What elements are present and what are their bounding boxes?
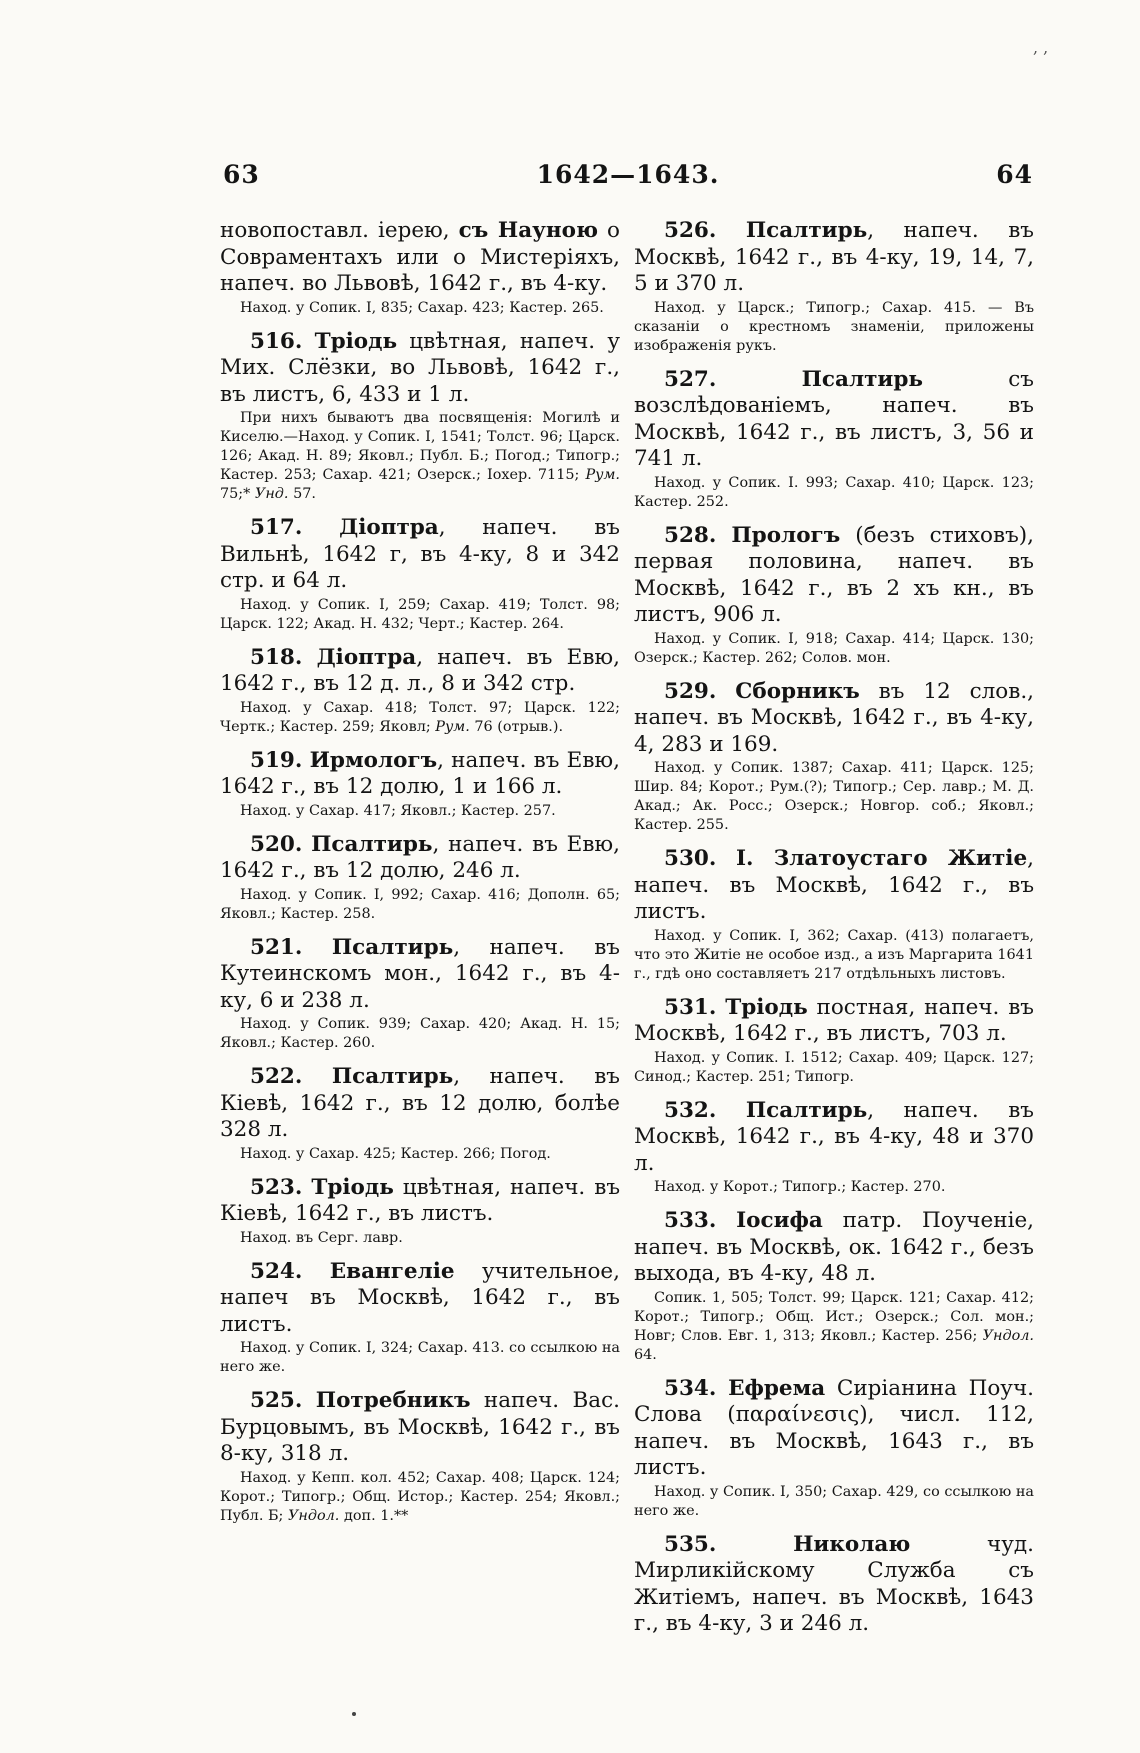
entry-description: , напеч. въ Кутеинскомъ мон., 1642 г., въ 4-ку, 6 и 238 л.	[220, 934, 620, 1013]
entry-number: 532.	[664, 1097, 717, 1123]
catalog-entry	[220, 329, 620, 505]
entry-text	[220, 832, 620, 885]
entry-text	[220, 645, 620, 698]
entry-title: Тріодь	[314, 328, 398, 354]
entry-description: съ возслѣдованіемъ, напеч. въ Москвѣ, 1642 г., въ листъ, 3, 56 и 741 л.	[634, 366, 1034, 471]
entry-text	[220, 1259, 620, 1339]
entry-description: , напеч. въ Евю, 1642 г., въ 12 долю, 246 л.	[220, 831, 620, 883]
entry-reference: Наход. у Сопик. I, 992; Сахар. 416; Дополн. 65; Яковл.; Кастер. 258.	[220, 886, 620, 922]
entry-reference: Наход. у Корот.; Типогр.; Кастер. 270.	[654, 1179, 946, 1195]
entry-text	[634, 1532, 1034, 1638]
entry-text	[220, 329, 620, 409]
entry-reference: Наход. у Сопик. I. 1512; Сахар. 409; Царск. 127; Синод.; Кастер. 251; Типогр.	[634, 1049, 1034, 1085]
entry-title: Псалтирь	[311, 831, 433, 857]
entry-title: Тріодь	[725, 994, 808, 1020]
catalog-entry	[634, 367, 1034, 512]
entry-text: новопоставл. іерею, съ Науною о Совраментахъ или о Мистеріяхъ, напеч. во Львовѣ, 1642 г., въ 4-ку.	[220, 218, 620, 296]
entry-text	[634, 1098, 1034, 1178]
entry-reference: Наход. у Сопик. I, 324; Сахар. 413. со ссылкою на него же.	[220, 1340, 620, 1375]
catalog-entry	[634, 1532, 1034, 1638]
entry-reference: Наход. у Сопик. I, 350; Сахар. 429, со ссылкою на него же.	[634, 1483, 1034, 1519]
entry-description: Сиріанина Поуч. Слова (παραίνεσις), числ. 112, напеч. въ Москвѣ, 1643 г., въ листъ.	[634, 1375, 1035, 1480]
catalog-entry	[634, 846, 1034, 984]
entry-text	[220, 1175, 620, 1228]
catalog-entry	[220, 1064, 620, 1164]
running-title: 1642—1643.	[536, 160, 720, 189]
corner-marks: , ,	[1033, 38, 1049, 57]
entry-reference: Наход. у Сопик. I, 835; Сахар. 423; Кастер. 265.	[240, 299, 604, 316]
entry-description: , напеч. въ Кіевѣ, 1642 г., въ 12 долю, болѣе 328 л.	[220, 1064, 620, 1142]
entry-text	[634, 846, 1034, 926]
entry-reference: Сопик. 1, 505; Толст. 99; Царск. 121; Сахар. 412; Корот.; Типогр.; Общ. Ист.; Озерск.; Сол. мон.; Новг; Слов. Евг. 1, 313; Яковл.; Кастер. 256; Ундол. 64.	[634, 1289, 1034, 1363]
entry-number: 529.	[664, 678, 717, 704]
catalog-entry	[634, 523, 1034, 668]
entry-number: 520.	[250, 831, 303, 857]
entry-reference: Наход. у Сопик. I, 259; Сахар. 419; Толст. 98; Царск. 122; Акад. Н. 432; Черт.; Кастер. 264.	[220, 596, 620, 632]
entry-description: цвѣтная, напеч. въ Кіевѣ, 1642 г., въ листъ.	[220, 1174, 620, 1226]
catalog-entry	[220, 1259, 620, 1378]
entry-text	[220, 1064, 620, 1144]
entry-title: Псалтирь	[331, 1064, 454, 1089]
entry-title: Тріодь	[311, 1174, 394, 1200]
entry-text	[634, 523, 1034, 629]
entry-reference: Наход. у Сахар. 418; Толст. 97; Царск. 122; Чертк.; Кастер. 259; Яковл; Рум. 76 (отрыв.).	[220, 699, 620, 735]
right-page-number: 64	[996, 160, 1033, 189]
entry-text	[634, 1376, 1034, 1482]
entry-reference: Наход. у Сопик. I, 362; Сахар. (413) полагаетъ, что это Житіе не особое изд., а изъ Маргарита 1641 г., гдѣ оно составляетъ 217 отдѣльныхъ листовъ.	[634, 927, 1034, 982]
entry-title: Діоптра	[339, 515, 439, 540]
entry-number: 522.	[250, 1064, 303, 1089]
entry-title: Потребникъ	[315, 1388, 471, 1413]
entry-reference: Наход. у Сопик. I, 918; Сахар. 414; Царск. 130; Озерск.; Кастер. 262; Солов. мон.	[634, 630, 1034, 666]
catalog-entry	[220, 832, 620, 924]
catalog-entry	[634, 1098, 1034, 1198]
left-entry-list	[220, 329, 620, 1526]
catalog-entry	[220, 1388, 620, 1526]
entry-description: , напеч. въ Москвѣ, 1642 г., въ 4-ку, 19, 14, 7, 5 и 370 л.	[634, 218, 1034, 296]
entry-text	[220, 1388, 620, 1468]
entry-title: Ирмологъ	[309, 747, 438, 773]
entry-title: Псалтирь	[745, 1097, 868, 1123]
left-column	[220, 218, 620, 1537]
entry-title: Псалтирь	[801, 366, 924, 392]
catalog-entry	[634, 1376, 1034, 1521]
catalog-entry	[220, 748, 620, 821]
entry-text	[634, 367, 1034, 473]
entry-description: , напеч. въ Москвѣ, 1642 г., въ листъ.	[634, 846, 1034, 924]
catalog-entry	[634, 218, 1034, 356]
entry-description: учительное, напеч въ Москвѣ, 1642 г., въ листъ.	[220, 1258, 620, 1337]
entry-title: Сборникъ	[735, 678, 860, 704]
entry-number: 530.	[664, 846, 717, 871]
stray-ink-mark	[352, 1712, 356, 1716]
entry-text	[220, 515, 620, 595]
entry-reference: Наход. у Сопик. 939; Сахар. 420; Акад. Н. 15; Яковл.; Кастер. 260.	[220, 1016, 620, 1051]
entry-reference: При нихъ бываютъ два посвященія: Могилѣ и Киселю.—Наход. у Сопик. I, 1541; Толст. 96; Царск. 126; Акад. Н. 89; Яковл.; Публ. Б.; Погод.; Типогр.; Кастер. 253; Сахар. 421; Озерск.; Іохер. 7115; Рум. 75;* Унд. 57.	[220, 410, 620, 502]
entry-number: 526.	[664, 218, 717, 243]
entry-text	[634, 679, 1034, 759]
entry-number: 516.	[250, 328, 303, 354]
catalog-entry	[634, 1208, 1034, 1365]
entry-title: Николаю	[793, 1531, 911, 1557]
entry-number: 519.	[250, 747, 303, 773]
entry-number: 531.	[664, 994, 717, 1020]
entry-number: 528.	[664, 522, 717, 548]
catalog-entry	[220, 645, 620, 737]
entry-number: 533.	[664, 1208, 717, 1233]
entry-number: 524.	[250, 1258, 303, 1284]
entry-number: 525.	[250, 1388, 303, 1413]
entry-title: Діоптра	[316, 644, 417, 670]
continuation-entry	[220, 218, 620, 318]
page-header	[223, 160, 1033, 194]
entry-description: , напеч. въ Евю, 1642 г., въ 12 долю, 1 и 166 л.	[220, 747, 620, 799]
entry-reference: Наход. у Сопик. 1387; Сахар. 411; Царск. 125; Шир. 84; Корот.; Рум.(?); Типогр.; Сер. лавр.; М. Д. Акад.; Ак. Росс.; Озерск.; Новгор. соб.; Яковл.; Кастер. 255.	[634, 760, 1034, 833]
entry-description: чуд. Мирликійскому Служба съ Житіемъ, напеч. въ Москвѣ, 1643 г., въ 4-ку, 3 и 246 л.	[634, 1531, 1034, 1636]
entry-title: Псалтирь	[331, 934, 454, 960]
entry-text	[634, 995, 1034, 1048]
entry-reference: Наход. въ Серг. лавр.	[240, 1229, 403, 1246]
catalog-entry	[634, 995, 1034, 1087]
entry-number: 534.	[664, 1375, 717, 1401]
left-page-number: 63	[223, 160, 260, 189]
entry-text	[634, 218, 1034, 298]
entry-description: постная, напеч. въ Москвѣ, 1642 г., въ листъ, 703 л.	[634, 994, 1034, 1046]
entry-reference: Наход. у Кепп. кол. 452; Сахар. 408; Царск. 124; Корот.; Типогр.; Общ. Истор.; Кастер. 254; Яковл.; Публ. Б; Ундол. доп. 1.**	[220, 1469, 620, 1524]
entry-description: напеч. Вас. Бурцовымъ, въ Москвѣ, 1642 г., въ 8-ку, 318 л.	[220, 1388, 620, 1466]
catalog-entry	[220, 1175, 620, 1248]
entry-number: 518.	[250, 644, 303, 670]
catalog-entry	[220, 515, 620, 634]
entry-reference: Наход. у Сахар. 417; Яковл.; Кастер. 257.	[240, 802, 556, 819]
entry-description: , напеч. въ Вильнѣ, 1642 г, въ 4-ку, 8 и 342 стр. и 64 л.	[220, 515, 620, 593]
entry-description: , напеч. въ Евю, 1642 г., въ 12 д. л., 8 и 342 стр.	[220, 644, 620, 696]
entry-title: Евангеліе	[329, 1258, 455, 1284]
entry-reference: Наход. у Сопик. I. 993; Сахар. 410; Царск. 123; Кастер. 252.	[634, 474, 1034, 510]
right-column	[634, 218, 1034, 1649]
entry-description: , напеч. въ Москвѣ, 1642 г., въ 4-ку, 48 и 370 л.	[634, 1097, 1034, 1176]
entry-title: Іосифа	[736, 1208, 823, 1233]
entry-reference: Наход. у Царск.; Типогр.; Сахар. 415. — Въ сказаніи о крестномъ знаменіи, приложены изображенія рукъ.	[634, 299, 1034, 354]
entry-number: 535.	[664, 1531, 717, 1557]
entry-number: 523.	[250, 1174, 303, 1200]
entry-description: (безъ стиховъ), первая половина, напеч. въ Москвѣ, 1642 г., въ 2 хъ кн., въ листъ, 906 л.	[634, 522, 1034, 627]
entry-title: I. Златоустаго Житіе	[735, 846, 1028, 871]
entry-description: въ 12 слов., напеч. въ Москвѣ, 1642 г., въ 4-ку, 4, 283 и 169.	[634, 678, 1034, 757]
entry-text	[220, 748, 620, 801]
entry-title: Ефрема	[728, 1375, 826, 1401]
right-entry-list	[634, 218, 1034, 1638]
entry-number: 517.	[250, 515, 303, 540]
entry-number: 527.	[664, 366, 717, 392]
catalog-entry	[634, 679, 1034, 836]
catalog-entry	[220, 935, 620, 1054]
entry-title: Прологъ	[731, 522, 841, 548]
entry-reference: Наход. у Сахар. 425; Кастер. 266; Погод.	[240, 1145, 551, 1162]
entry-description: патр. Поученіе, напеч. въ Москвѣ, ок. 1642 г., безъ выхода, въ 4-ку, 48 л.	[634, 1208, 1034, 1286]
entry-number: 521.	[250, 934, 303, 960]
entry-title: Псалтирь	[745, 218, 868, 243]
entry-text	[634, 1208, 1034, 1288]
entry-text	[220, 935, 620, 1015]
entry-description: цвѣтная, напеч. у Мих. Слёзки, во Львовѣ, 1642 г., въ листъ, 6, 433 и 1 л.	[220, 328, 620, 407]
